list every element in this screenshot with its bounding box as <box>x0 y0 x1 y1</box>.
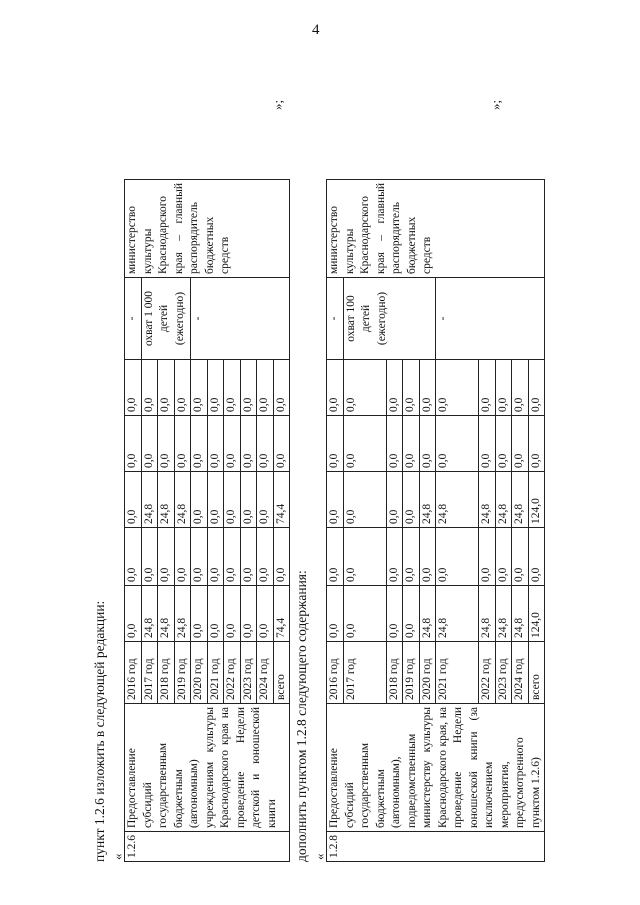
value-cell: 0,0 <box>141 360 158 416</box>
value-cell: 0,0 <box>386 360 403 416</box>
value-cell: 0,0 <box>224 586 241 642</box>
value-cell: 24,8 <box>419 586 436 642</box>
value-cell: 24,8 <box>174 472 191 528</box>
value-cell: 0,0 <box>479 416 496 472</box>
value-cell: 0,0 <box>386 586 403 642</box>
value-cell: 0,0 <box>343 416 386 472</box>
value-cell: 0,0 <box>495 416 512 472</box>
value-cell: 0,0 <box>141 416 158 472</box>
year-cell: 2018 год <box>386 642 403 704</box>
section1-open-quote: « <box>110 853 125 860</box>
value-cell: 0,0 <box>158 416 175 472</box>
year-cell: 2023 год <box>495 642 512 704</box>
value-cell: 0,0 <box>240 528 257 586</box>
page-number: 4 <box>312 22 320 38</box>
value-cell: 0,0 <box>207 360 224 416</box>
value-cell: 74,4 <box>273 472 290 528</box>
value-cell: 0,0 <box>191 472 208 528</box>
value-cell: 0,0 <box>207 472 224 528</box>
value-cell: 0,0 <box>158 360 175 416</box>
value-cell: 0,0 <box>403 586 420 642</box>
value-cell: 0,0 <box>403 416 420 472</box>
value-cell: 0,0 <box>158 528 175 586</box>
value-cell: 24,8 <box>436 586 479 642</box>
year-cell: 2017 год <box>141 642 158 704</box>
value-cell: 0,0 <box>125 472 142 528</box>
value-cell: 0,0 <box>257 528 274 586</box>
value-cell: 24,8 <box>174 586 191 642</box>
item-description: Предоставление субсидий государственным бюджетным (автономным), подведомственным министерству культуры Краснодарского края, на проведение Недели юношеской книги (за исключением мероприятия, предусмотренного пунктом 1.2.6) <box>327 704 545 832</box>
value-cell: 0,0 <box>343 586 386 642</box>
value-cell: 0,0 <box>240 472 257 528</box>
value-cell: 0,0 <box>512 416 529 472</box>
value-cell: 0,0 <box>191 586 208 642</box>
year-cell: 2019 год <box>174 642 191 704</box>
value-cell: 0,0 <box>419 416 436 472</box>
value-cell: 0,0 <box>224 472 241 528</box>
year-cell: 2021 год <box>436 642 479 704</box>
value-cell: 0,0 <box>386 416 403 472</box>
executor-cell: министерство культуры Краснодарского края – главный распорядитель бюджетных средств <box>327 180 545 278</box>
value-cell: 0,0 <box>528 528 545 586</box>
value-cell: 24,8 <box>158 586 175 642</box>
value-cell: 0,0 <box>257 416 274 472</box>
year-cell: 2016 год <box>125 642 142 704</box>
rotated-content <box>84 62 584 862</box>
result-cell-main: охват 1 000 детей (ежегодно) <box>141 278 191 360</box>
value-cell: 0,0 <box>141 528 158 586</box>
value-cell: 0,0 <box>343 472 386 528</box>
year-cell: 2023 год <box>240 642 257 704</box>
section2-open-quote: « <box>312 853 327 860</box>
value-cell: 24,8 <box>158 472 175 528</box>
value-cell: 0,0 <box>207 528 224 586</box>
value-cell: 0,0 <box>479 360 496 416</box>
value-cell: 0,0 <box>191 528 208 586</box>
value-cell: 0,0 <box>257 586 274 642</box>
value-cell: 24,8 <box>419 472 436 528</box>
item-number: 1.2.8 <box>327 832 545 862</box>
value-cell: 0,0 <box>512 528 529 586</box>
section1-table <box>124 179 290 862</box>
value-cell: 0,0 <box>240 586 257 642</box>
value-cell: 0,0 <box>495 528 512 586</box>
value-cell: 0,0 <box>240 416 257 472</box>
value-cell: 0,0 <box>273 528 290 586</box>
result-cell-top: - <box>125 278 142 360</box>
value-cell: 0,0 <box>257 472 274 528</box>
value-cell: 124,0 <box>528 472 545 528</box>
value-cell: 0,0 <box>327 416 344 472</box>
value-cell: 0,0 <box>207 416 224 472</box>
year-cell: 2017 год <box>343 642 386 704</box>
value-cell: 0,0 <box>419 528 436 586</box>
item-description: Предоставление субсидий государственным бюджетным (автономным) учреждениям культуры Краснодарского края на проведение Недели детской и юношеской книги <box>125 704 290 832</box>
value-cell: 0,0 <box>273 360 290 416</box>
value-cell: 0,0 <box>174 528 191 586</box>
value-cell: 0,0 <box>224 416 241 472</box>
value-cell: 0,0 <box>207 586 224 642</box>
value-cell: 0,0 <box>191 360 208 416</box>
value-cell: 0,0 <box>512 360 529 416</box>
value-cell: 0,0 <box>125 528 142 586</box>
section1-intro: пункт 1.2.6 изложить в следующей редакции: <box>92 600 107 862</box>
year-cell: всего <box>528 642 545 704</box>
value-cell: 0,0 <box>191 416 208 472</box>
value-cell: 0,0 <box>327 586 344 642</box>
value-cell: 24,8 <box>479 586 496 642</box>
value-cell: 0,0 <box>174 360 191 416</box>
value-cell: 24,8 <box>479 472 496 528</box>
value-cell: 0,0 <box>436 360 479 416</box>
year-cell: 2021 год <box>207 642 224 704</box>
executor-cell: министерство культуры Краснодарского края – главный распорядитель бюджетных средств <box>125 180 290 278</box>
result-cell-top: - <box>327 278 344 360</box>
result-cell-bottom: - <box>436 278 545 360</box>
value-cell: 0,0 <box>343 360 386 416</box>
year-cell: всего <box>273 642 290 704</box>
value-cell: 24,8 <box>512 586 529 642</box>
value-cell: 0,0 <box>403 472 420 528</box>
section1-close-mark: »; <box>270 99 285 110</box>
section2-close-mark: »; <box>488 99 503 110</box>
value-cell: 0,0 <box>528 360 545 416</box>
value-cell: 0,0 <box>479 528 496 586</box>
year-cell: 2018 год <box>158 642 175 704</box>
value-cell: 0,0 <box>528 416 545 472</box>
year-cell: 2022 год <box>479 642 496 704</box>
year-cell: 2022 год <box>224 642 241 704</box>
value-cell: 24,8 <box>495 586 512 642</box>
year-cell: 2020 год <box>191 642 208 704</box>
section2-intro: дополнить пунктом 1.2.8 следующего содержания: <box>294 570 309 862</box>
value-cell: 0,0 <box>125 416 142 472</box>
year-cell: 2016 год <box>327 642 344 704</box>
value-cell: 0,0 <box>327 528 344 586</box>
value-cell: 0,0 <box>403 528 420 586</box>
value-cell: 0,0 <box>125 360 142 416</box>
value-cell: 0,0 <box>257 360 274 416</box>
value-cell: 124,0 <box>528 586 545 642</box>
value-cell: 0,0 <box>224 528 241 586</box>
value-cell: 74,4 <box>273 586 290 642</box>
table-row <box>125 180 142 862</box>
value-cell: 24,8 <box>436 472 479 528</box>
value-cell: 0,0 <box>436 416 479 472</box>
value-cell: 24,8 <box>512 472 529 528</box>
value-cell: 24,8 <box>141 586 158 642</box>
value-cell: 0,0 <box>386 528 403 586</box>
value-cell: 24,8 <box>141 472 158 528</box>
year-cell: 2020 год <box>419 642 436 704</box>
year-cell: 2024 год <box>257 642 274 704</box>
value-cell: 0,0 <box>174 416 191 472</box>
year-cell: 2024 год <box>512 642 529 704</box>
table-row <box>327 180 344 862</box>
value-cell: 0,0 <box>386 472 403 528</box>
value-cell: 0,0 <box>495 360 512 416</box>
value-cell: 0,0 <box>436 528 479 586</box>
value-cell: 0,0 <box>224 360 241 416</box>
value-cell: 0,0 <box>327 360 344 416</box>
value-cell: 0,0 <box>419 360 436 416</box>
value-cell: 0,0 <box>240 360 257 416</box>
item-number: 1.2.6 <box>125 832 290 862</box>
result-cell-bottom: - <box>191 278 290 360</box>
value-cell: 0,0 <box>125 586 142 642</box>
value-cell: 0,0 <box>343 528 386 586</box>
value-cell: 0,0 <box>273 416 290 472</box>
value-cell: 0,0 <box>327 472 344 528</box>
value-cell: 24,8 <box>495 472 512 528</box>
value-cell: 0,0 <box>403 360 420 416</box>
section2-table <box>326 179 545 862</box>
result-cell-main: охват 100 детей (ежегодно) <box>343 278 436 360</box>
year-cell: 2019 год <box>403 642 420 704</box>
